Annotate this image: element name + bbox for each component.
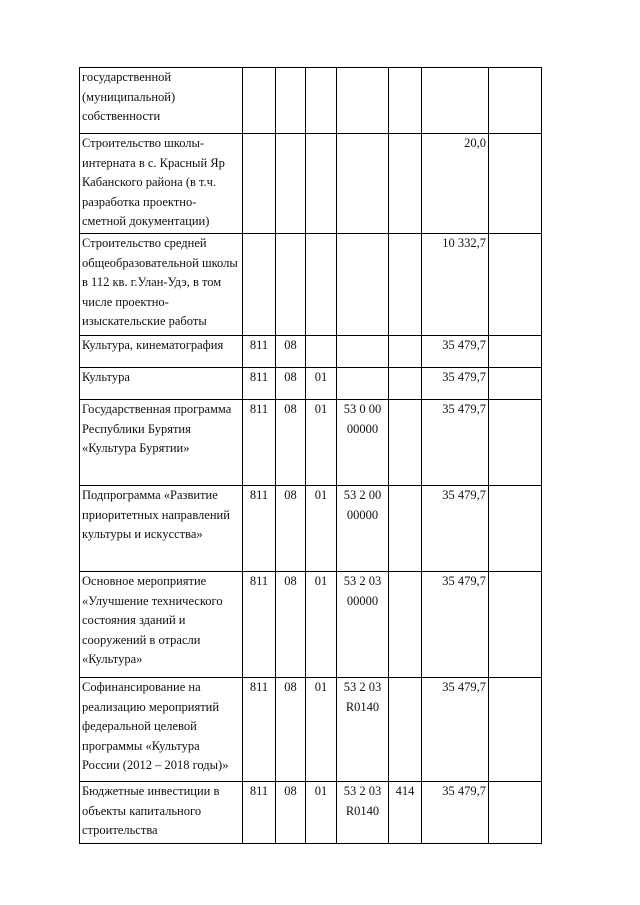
cell-pr: 01 — [306, 400, 337, 486]
table-row — [80, 678, 542, 782]
cell-pr: 01 — [306, 572, 337, 678]
cell-sum: 10 332,7 — [422, 234, 489, 336]
cell-pr — [306, 68, 337, 134]
cell-empty — [489, 336, 542, 368]
cell-sum: 35 479,7 — [422, 572, 489, 678]
cell-pr: 01 — [306, 368, 337, 400]
cell-rz: 08 — [276, 336, 306, 368]
table-row — [80, 368, 542, 400]
cell-ved: 811 — [243, 782, 276, 844]
cell-empty — [489, 782, 542, 844]
cell-vr — [389, 572, 422, 678]
cell-sum: 20,0 — [422, 134, 489, 234]
cell-name: Подпрограмма «Развитие приоритетных направлений культуры и искусства» — [80, 486, 243, 572]
cell-rz: 08 — [276, 368, 306, 400]
cell-empty — [489, 134, 542, 234]
cell-pr — [306, 336, 337, 368]
cell-name: Строительство средней общеобразовательной школы в 112 кв. г.Улан-Удэ, в том числе проектно-изыскательские работы — [80, 234, 243, 336]
cell-ved — [243, 134, 276, 234]
cell-rz: 08 — [276, 782, 306, 844]
cell-pr — [306, 134, 337, 234]
cell-name: Культура, кинематография — [80, 336, 243, 368]
cell-pr — [306, 234, 337, 336]
cell-ved — [243, 234, 276, 336]
cell-csr — [337, 68, 389, 134]
cell-vr — [389, 336, 422, 368]
table-body — [80, 68, 542, 844]
cell-empty — [489, 572, 542, 678]
cell-csr: 53 2 03 00000 — [337, 572, 389, 678]
cell-rz: 08 — [276, 400, 306, 486]
cell-rz — [276, 134, 306, 234]
cell-pr: 01 — [306, 678, 337, 782]
cell-csr: 53 2 03 R0140 — [337, 678, 389, 782]
cell-empty — [489, 678, 542, 782]
cell-name: Государственная программа Республики Бурятия «Культура Бурятии» — [80, 400, 243, 486]
cell-ved: 811 — [243, 368, 276, 400]
cell-name: Бюджетные инвестиции в объекты капитального строительства — [80, 782, 243, 844]
cell-vr — [389, 134, 422, 234]
cell-vr — [389, 234, 422, 336]
table-row — [80, 234, 542, 336]
cell-name: государственной (муниципальной) собственности — [80, 68, 243, 134]
table-row — [80, 336, 542, 368]
cell-ved — [243, 68, 276, 134]
cell-vr: 414 — [389, 782, 422, 844]
cell-csr: 53 0 00 00000 — [337, 400, 389, 486]
cell-sum: 35 479,7 — [422, 782, 489, 844]
cell-ved: 811 — [243, 400, 276, 486]
cell-ved: 811 — [243, 336, 276, 368]
cell-rz: 08 — [276, 678, 306, 782]
cell-csr — [337, 134, 389, 234]
budget-expenditure-table — [79, 67, 542, 844]
cell-rz: 08 — [276, 572, 306, 678]
cell-name: Культура — [80, 368, 243, 400]
cell-sum: 35 479,7 — [422, 678, 489, 782]
cell-pr: 01 — [306, 782, 337, 844]
table-row — [80, 134, 542, 234]
cell-ved: 811 — [243, 678, 276, 782]
cell-vr — [389, 486, 422, 572]
cell-empty — [489, 486, 542, 572]
cell-vr — [389, 368, 422, 400]
cell-csr: 53 2 03 R0140 — [337, 782, 389, 844]
cell-empty — [489, 400, 542, 486]
table-row — [80, 782, 542, 844]
cell-sum: 35 479,7 — [422, 368, 489, 400]
table-row — [80, 486, 542, 572]
table-row — [80, 572, 542, 678]
cell-name: Основное мероприятие «Улучшение технического состояния зданий и сооружений в отрасли «Культура» — [80, 572, 243, 678]
cell-empty — [489, 234, 542, 336]
cell-rz — [276, 234, 306, 336]
cell-rz — [276, 68, 306, 134]
cell-csr — [337, 336, 389, 368]
cell-csr: 53 2 00 00000 — [337, 486, 389, 572]
cell-sum: 35 479,7 — [422, 336, 489, 368]
cell-csr — [337, 234, 389, 336]
cell-vr — [389, 68, 422, 134]
cell-sum — [422, 68, 489, 134]
cell-pr: 01 — [306, 486, 337, 572]
cell-empty — [489, 368, 542, 400]
cell-ved: 811 — [243, 486, 276, 572]
cell-csr — [337, 368, 389, 400]
cell-name: Строительство школы-интерната в с. Красный Яр Кабанского района (в т.ч. разработка проектно-сметной документации) — [80, 134, 243, 234]
table-row — [80, 400, 542, 486]
cell-vr — [389, 678, 422, 782]
cell-vr — [389, 400, 422, 486]
cell-rz: 08 — [276, 486, 306, 572]
cell-ved: 811 — [243, 572, 276, 678]
cell-empty — [489, 68, 542, 134]
cell-sum: 35 479,7 — [422, 486, 489, 572]
table-row — [80, 68, 542, 134]
cell-name: Софинансирование на реализацию мероприятий федеральной целевой программы «Культура России (2012 – 2018 годы)» — [80, 678, 243, 782]
cell-sum: 35 479,7 — [422, 400, 489, 486]
